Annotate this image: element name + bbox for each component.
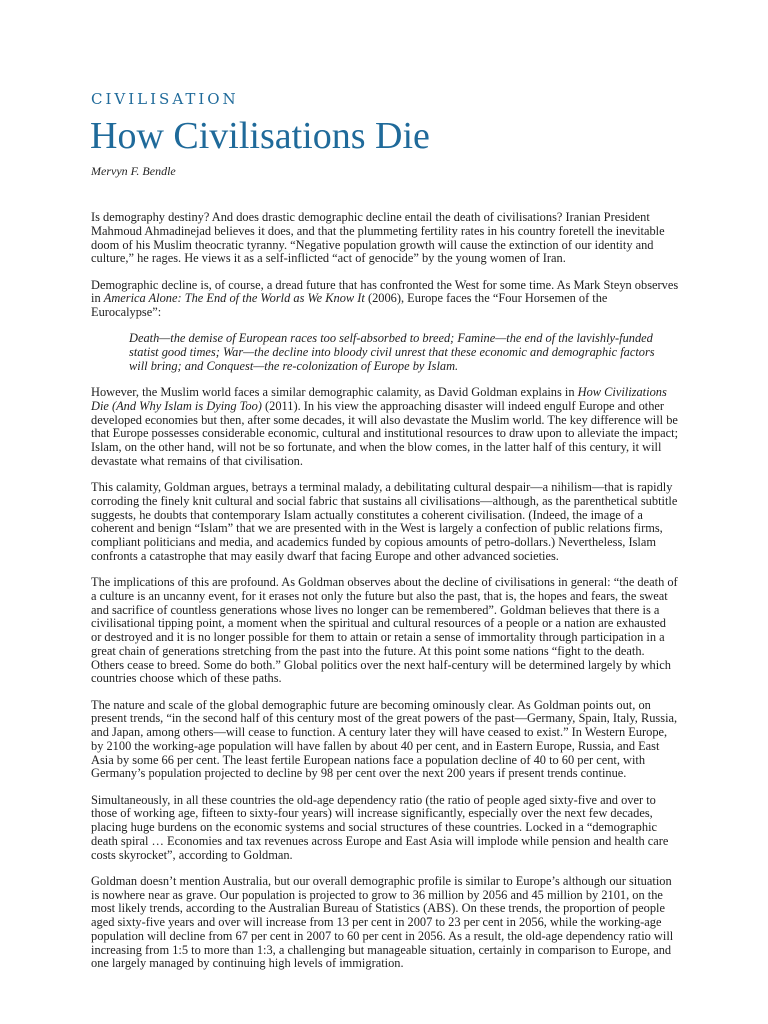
- paragraph-2-text-end: (2006), Europe faces the “Four Horsemen of the Eurocalypse”:: [91, 291, 608, 319]
- article-title: How Civilisations Die: [90, 115, 430, 157]
- paragraph-9: Goldman doesn’t mention Australia, but our overall demographic profile is similar to Europe’s although our situation is nowhere near as grave. Our population is projected to grow to 36 million by 2056 and 45 million by 2101, on the most likely trends, according to the Australian Bureau of Statistics (ABS). On these trends, the proportion of people aged sixty-five years and over will increase from 13 per cent in 2007 to 23 per cent in 2056, while the working-age population will decline from 67 per cent in 2007 to 60 per cent in 2056. As a result, the old-age dependency ratio will increasing from 1:5 to more than 1:3, a challenging but manageable situation, certainly in comparison to Europe, and one largely managed by continuing high levels of immigration.: [91, 873, 674, 971]
- paragraph-6: The implications of this are profound. As Goldman observes about the decline of civilisations in general: “the death of a culture is an uncanny event, for it erases not only the future but also the past, that is, the hopes and fears, the sweat and sacrifice of countless generations whose lives no longer can be remembered”. Goldman believes that there is a civilisational tipping point, a moment when the spiritual and cultural resources of a people or a nation are exhausted or destroyed and it is no longer possible for them to attain or retain a sense of immortality through participation in a great chain of generations stretching from the past into the future. At this point some nations “fight to the death. Others cease to breed. Some do both.” Global politics over the next half-century will be determined largely by which countries choose which of these paths.: [91, 575, 678, 686]
- paragraph-4-text-end: (2011). In his view the approaching disaster will indeed engulf Europe and other developed economies but then, after some decades, it will also devastate the Muslim world. The key difference will be that Europe possesses considerable economic, cultural and institutional resources to draw upon to alleviate the impact; Islam, on the other hand, will not be so fortunate, and when the blow comes, in the latter half of this century, it will devastate what remains of that civilisation.: [91, 398, 679, 468]
- block-quote: Death—the demise of European races too self-absorbed to breed; Famine—the end of the lavishly-funded statist good times; War—the decline into bloody civil unrest that these economic and demographic factors will bring; and Conquest—the re-colonization of Europe by Islam.: [129, 331, 655, 373]
- section-label: CIVILISATION: [91, 90, 239, 108]
- paragraph-1: Is demography destiny? And does drastic demographic decline entail the death of civilisations? Iranian President Mahmoud Ahmadinejad believes it does, and that the plummeting fertility rates in his country foretell the inevitable doom of his Muslim theocratic tyranny. “Negative population growth will cause the extinction of our identity and culture,” he rages. He views it as a self-inflicted “act of genocide” by the young women of Iran.: [91, 210, 665, 266]
- paragraph-4-text: However, the Muslim world faces a similar demographic calamity, as David Goldman explains in: [91, 385, 578, 399]
- paragraph-7: The nature and scale of the global demographic future are becoming ominously clear. As Goldman points out, on present trends, “in the second half of this century most of the great powers of the past—Germany, Spain, Italy, Russia, and Japan, among others—will cease to function. A century later they will have ceased to exist.” In Western Europe, by 2100 the working-age population will have fallen by about 40 per cent, and in Eastern Europe, Russia, and East Asia by some 66 per cent. The least fertile European nations face a population decline of 40 to 60 per cent, with Germany’s population projected to decline by 98 per cent over the next 200 years if present trends continue.: [91, 697, 678, 781]
- paragraph-2-text: Demographic decline is, of course, a dread future that has confronted the West for some time. As Mark Steyn observes in: [91, 277, 679, 306]
- author-byline: Mervyn F. Bendle: [91, 164, 176, 178]
- paragraph-8: Simultaneously, in all these countries the old-age dependency ratio (the ratio of people aged sixty-five and over to those of working age, fifteen to sixty-four years) will increase significantly, especially over the next few decades, placing huge burdens on the economic systems and social structures of these countries. Locked in a “demographic death spiral … Economies and tax revenues across Europe and East Asia will implode while pension and health care costs skyrocket”, according to Goldman.: [91, 792, 669, 862]
- book-title-america-alone: America Alone: The End of the World as We Know It: [103, 291, 365, 306]
- book-title-how-civilizations-die: How Civilizations Die (And Why Islam is Dying Too): [91, 385, 667, 413]
- paragraph-5: This calamity, Goldman argues, betrays a terminal malady, a debilitating cultural despair—a nihilism—that is rapidly corroding the finely knit cultural and social fabric that sustains all civilisations—although, as the parenthetical subtitle suggests, he doubts that contemporary Islam actually constitutes a coherent civilisation. (Indeed, the image of a coherent and benign “Islam” that we are presented with in the West is largely a confection of public relations firms, compliant politicians and media, and academics funded by copious amounts of petro-dollars.) Nevertheless, Islam confronts a catastrophe that may easily dwarf that facing Europe and other advanced societies.: [91, 480, 678, 563]
- article-body: [91, 211, 679, 984]
- paragraph-2: [91, 279, 679, 320]
- paragraph-4: [91, 386, 679, 469]
